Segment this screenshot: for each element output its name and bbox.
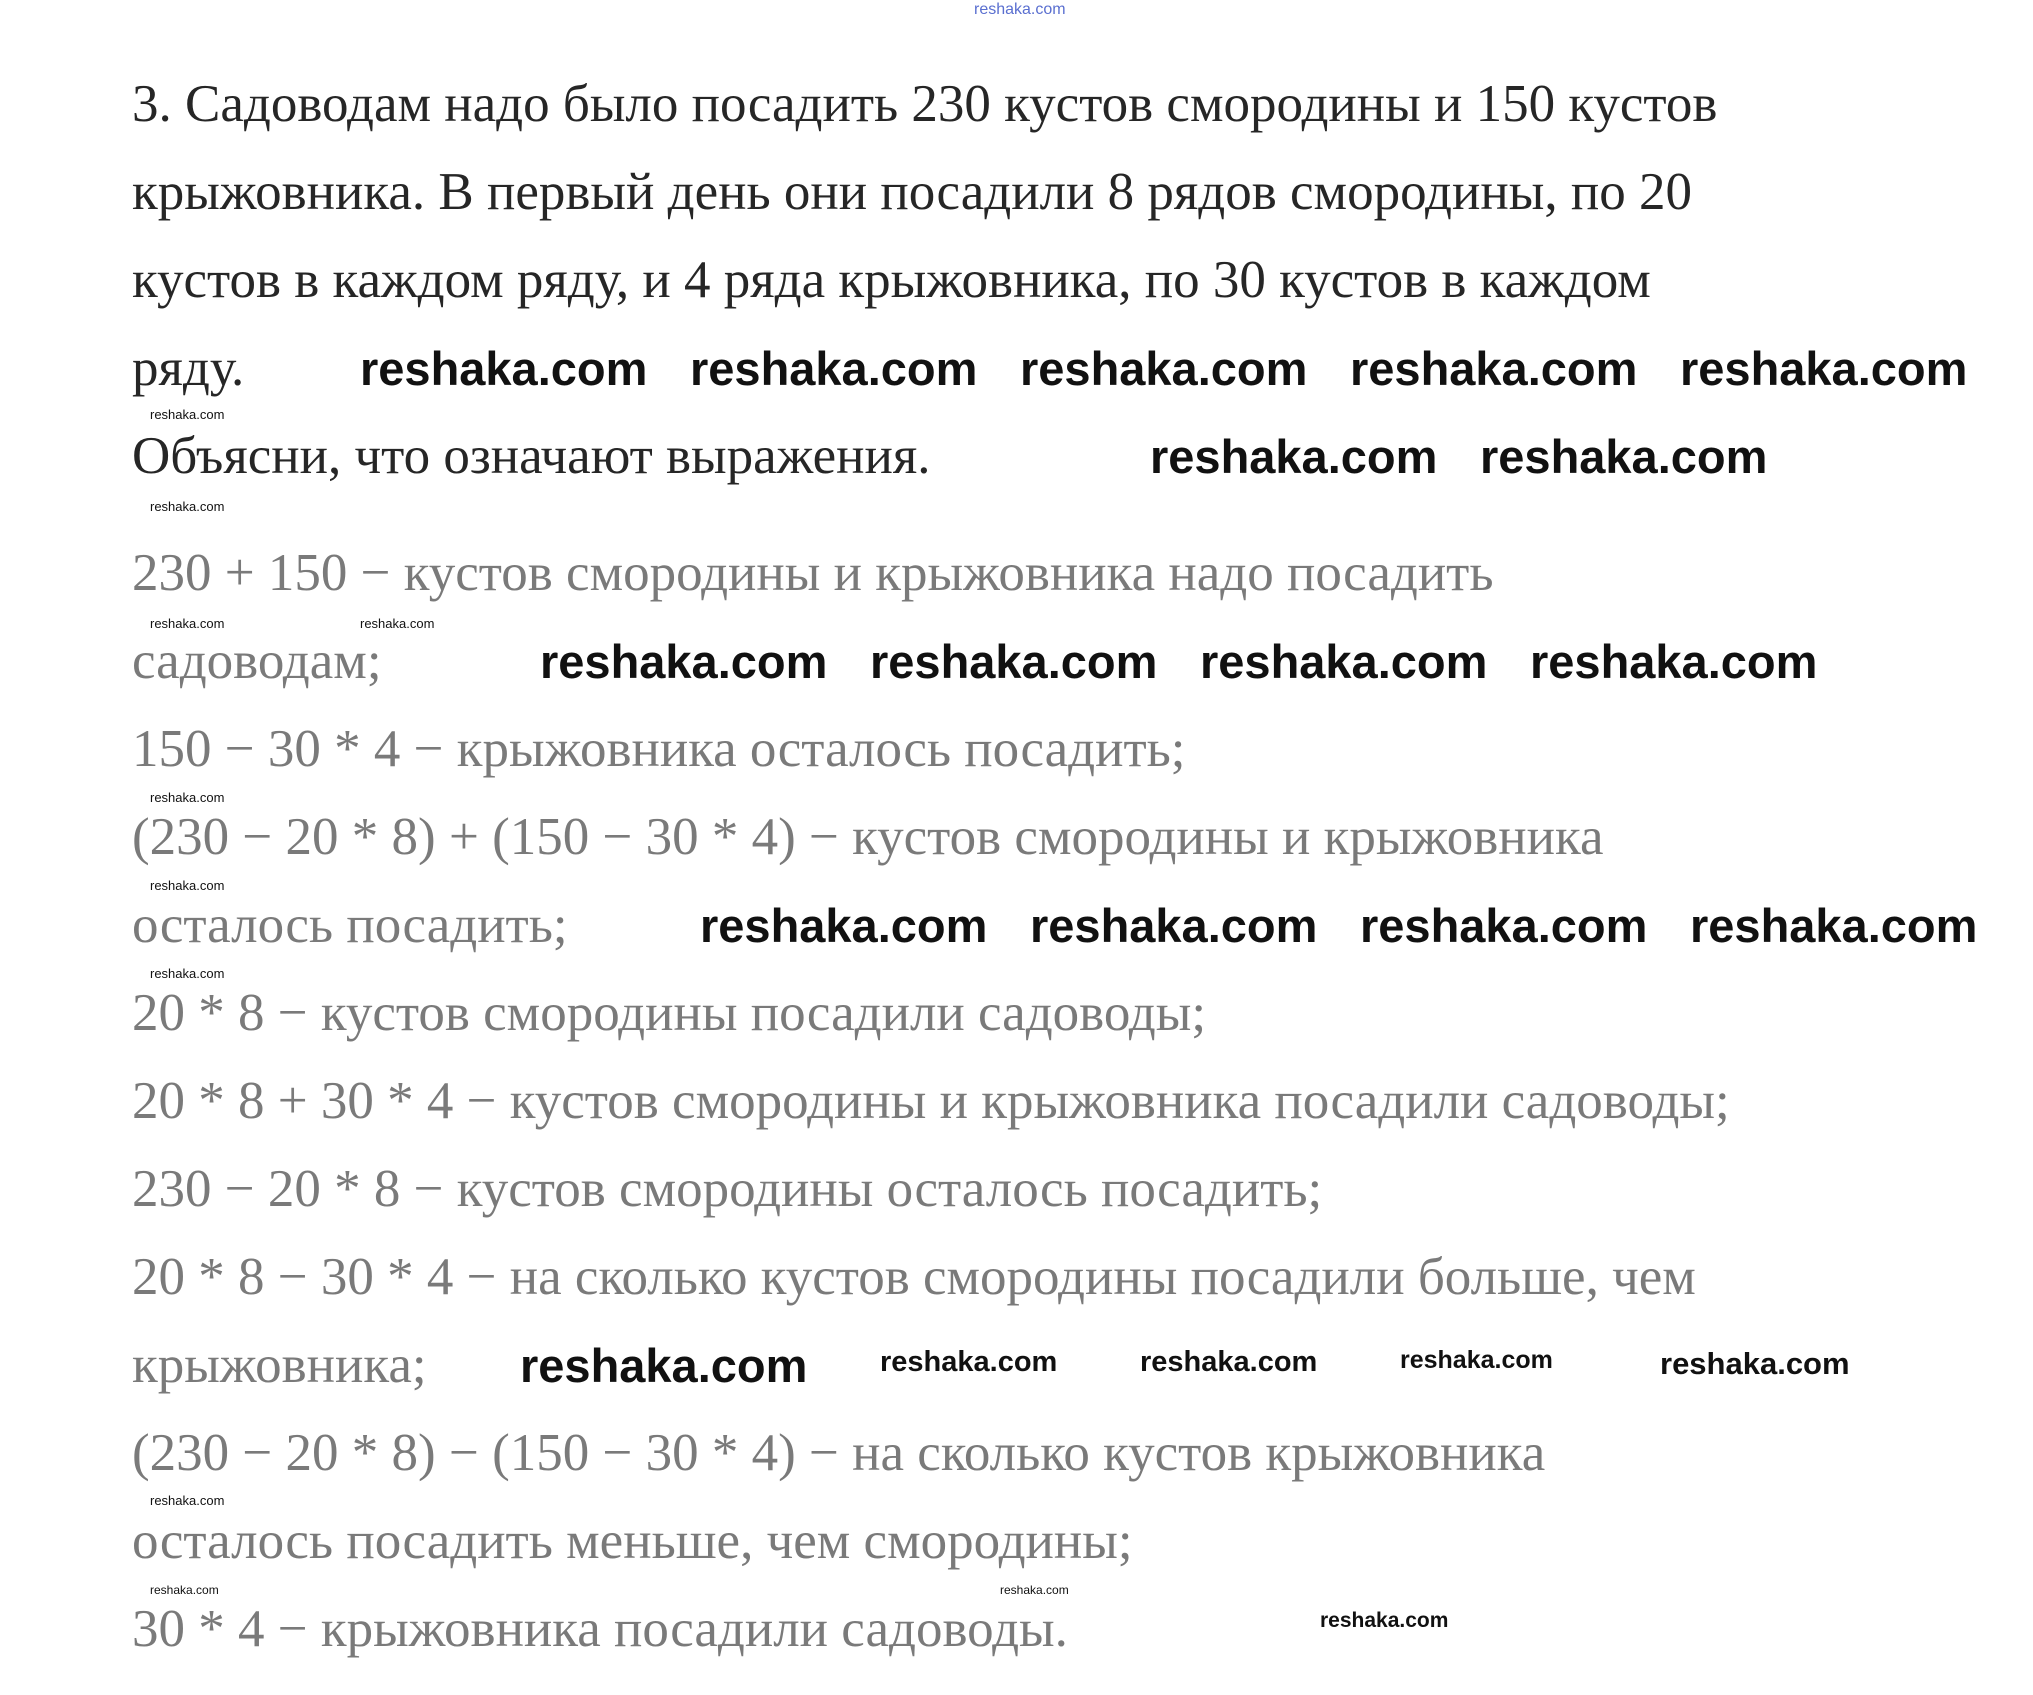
watermark: reshaka.com bbox=[150, 966, 225, 981]
watermark: reshaka.com bbox=[690, 342, 978, 395]
watermark: reshaka.com bbox=[520, 1339, 808, 1392]
answer-line: 20 * 8 − кустов смородины посадили садоводы; bbox=[132, 984, 1207, 1042]
answer-line: 230 + 150 − кустов смородины и крыжовника надо посадить bbox=[132, 544, 1494, 602]
watermark: reshaka.com bbox=[150, 878, 225, 893]
answer-line: (230 − 20 * 8) + (150 − 30 * 4) − кустов смородины и крыжовника bbox=[132, 808, 1604, 866]
watermark: reshaka.com bbox=[1000, 1583, 1069, 1597]
watermark: reshaka.com bbox=[700, 899, 988, 952]
answer-line: 20 * 8 − 30 * 4 − на сколько кустов смородины посадили больше, чем bbox=[132, 1248, 1696, 1306]
answer-line: 30 * 4 − крыжовника посадили садоводы. bbox=[132, 1600, 1068, 1658]
watermark: reshaka.com bbox=[1200, 635, 1488, 688]
task-line: крыжовника. В первый день они посадили 8 рядов смородины, по 20 bbox=[132, 163, 1692, 221]
watermark: reshaka.com bbox=[1690, 899, 1978, 952]
top-watermark: reshaka.com bbox=[974, 1, 1066, 18]
watermark: reshaka.com bbox=[1360, 899, 1648, 952]
watermark: reshaka.com bbox=[360, 616, 435, 631]
watermark: reshaka.com bbox=[150, 499, 225, 514]
watermark: reshaka.com bbox=[870, 635, 1158, 688]
task-line: 3. Садоводам надо было посадить 230 кустов смородины и 150 кустов bbox=[132, 75, 1718, 133]
watermark: reshaka.com bbox=[150, 616, 225, 631]
watermark: reshaka.com bbox=[1660, 1346, 1850, 1381]
watermark: reshaka.com bbox=[1140, 1346, 1318, 1378]
watermark: reshaka.com bbox=[1150, 430, 1438, 483]
answer-line: 150 − 30 * 4 − крыжовника осталось посадить; bbox=[132, 720, 1186, 778]
watermark: reshaka.com bbox=[360, 342, 648, 395]
watermark: reshaka.com bbox=[150, 1583, 219, 1597]
watermark: reshaka.com bbox=[1030, 899, 1318, 952]
watermark: reshaka.com bbox=[1400, 1346, 1553, 1374]
watermark: reshaka.com bbox=[1320, 1609, 1449, 1632]
watermark: reshaka.com bbox=[150, 1493, 225, 1508]
watermark: reshaka.com bbox=[1350, 342, 1638, 395]
watermark: reshaka.com bbox=[1680, 342, 1968, 395]
task-line: кустов в каждом ряду, и 4 ряда крыжовника, по 30 кустов в каждом bbox=[132, 251, 1651, 309]
watermark: reshaka.com bbox=[150, 407, 225, 422]
answer-line: 20 * 8 + 30 * 4 − кустов смородины и крыжовника посадили садоводы; bbox=[132, 1072, 1730, 1130]
watermark: reshaka.com bbox=[150, 790, 225, 805]
task-line: ряду. bbox=[132, 339, 245, 397]
watermark: reshaka.com bbox=[880, 1346, 1058, 1378]
task-question: Объясни, что означают выражения. bbox=[132, 427, 931, 485]
answer-line: (230 − 20 * 8) − (150 − 30 * 4) − на сколько кустов крыжовника bbox=[132, 1424, 1546, 1482]
answer-line: крыжовника; bbox=[132, 1336, 427, 1394]
watermark: reshaka.com bbox=[1020, 342, 1308, 395]
watermark: reshaka.com bbox=[540, 635, 828, 688]
answer-line: садоводам; bbox=[132, 632, 382, 690]
watermark: reshaka.com bbox=[1530, 635, 1818, 688]
answer-line: осталось посадить меньше, чем смородины; bbox=[132, 1512, 1133, 1570]
answer-line: осталось посадить; bbox=[132, 896, 568, 954]
watermark: reshaka.com bbox=[1480, 430, 1768, 483]
answer-line: 230 − 20 * 8 − кустов смородины осталось посадить; bbox=[132, 1160, 1323, 1218]
